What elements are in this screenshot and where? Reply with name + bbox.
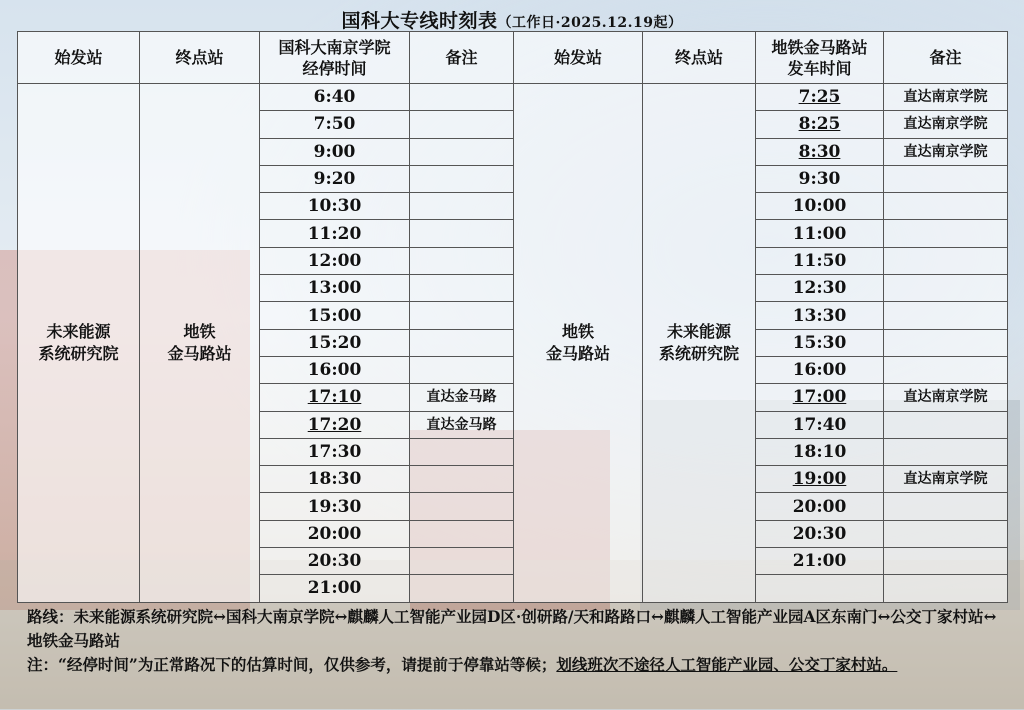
left-trip-time: 17:10: [260, 384, 410, 411]
left-trip-note: 直达金马路: [410, 411, 514, 438]
right-trip-time: 17:40: [756, 411, 884, 438]
header-left-time-line1: 国科大南京学院: [278, 37, 391, 57]
right-trip-time: 8:25: [756, 111, 884, 138]
left-end-line1: 地铁: [183, 321, 216, 341]
right-trip-note: [884, 329, 1008, 356]
right-trip-time: 11:50: [756, 247, 884, 274]
right-trip-time: 18:10: [756, 438, 884, 465]
right-trip-time: 8:30: [756, 138, 884, 165]
page-title: [0, 6, 1024, 33]
left-trip-note: [410, 329, 514, 356]
right-trip-note: [884, 493, 1008, 520]
table-row: [18, 84, 1008, 111]
left-trip-time: 6:40: [260, 84, 410, 111]
right-end-station: [643, 84, 756, 603]
timetable: [17, 31, 1008, 603]
right-trip-note: [884, 356, 1008, 383]
right-trip-note: 直达南京学院: [884, 138, 1008, 165]
header-right-end: 终点站: [643, 32, 756, 84]
right-trip-note: 直达南京学院: [884, 466, 1008, 493]
left-trip-time: 16:00: [260, 356, 410, 383]
left-trip-note: [410, 111, 514, 138]
right-trip-note: [884, 302, 1008, 329]
left-trip-time: 15:00: [260, 302, 410, 329]
right-trip-note: [884, 193, 1008, 220]
left-trip-note: [410, 193, 514, 220]
right-trip-note: [884, 275, 1008, 302]
left-trip-time: 21:00: [260, 575, 410, 602]
left-trip-time: 20:00: [260, 520, 410, 547]
right-trip-time: 7:25: [756, 84, 884, 111]
left-trip-time: 11:20: [260, 220, 410, 247]
left-trip-note: [410, 165, 514, 192]
header-left-start: 始发站: [18, 32, 140, 84]
left-trip-note: [410, 520, 514, 547]
left-trip-time: 9:20: [260, 165, 410, 192]
right-trip-time: 19:00: [756, 466, 884, 493]
left-trip-time: 17:20: [260, 411, 410, 438]
right-end-line2: 系统研究院: [658, 343, 739, 363]
right-trip-note: 直达南京学院: [884, 84, 1008, 111]
left-trip-note: [410, 493, 514, 520]
header-left-time-line2: 经停时间: [302, 58, 367, 78]
right-trip-note: 直达南京学院: [884, 111, 1008, 138]
header-left-time: [260, 32, 410, 84]
right-trip-time: 20:30: [756, 520, 884, 547]
left-trip-note: [410, 247, 514, 274]
header-right-note: 备注: [884, 32, 1008, 84]
right-trip-time: 17:00: [756, 384, 884, 411]
left-end-line2: 金马路站: [167, 343, 232, 363]
right-start-line2: 金马路站: [545, 343, 610, 363]
right-trip-time: 12:30: [756, 275, 884, 302]
header-left-note: 备注: [410, 32, 514, 84]
right-trip-time: 20:00: [756, 493, 884, 520]
right-trip-note: [884, 247, 1008, 274]
right-start-station: [514, 84, 643, 603]
right-end-line1: 未来能源: [666, 321, 731, 341]
left-trip-time: 20:30: [260, 548, 410, 575]
left-trip-note: [410, 275, 514, 302]
header-right-start: 始发站: [514, 32, 643, 84]
header-left-end: 终点站: [140, 32, 260, 84]
left-trip-time: 19:30: [260, 493, 410, 520]
left-trip-time: 18:30: [260, 466, 410, 493]
left-trip-note: [410, 466, 514, 493]
header-right-time: [756, 32, 884, 84]
right-start-line1: 地铁: [561, 321, 594, 341]
left-trip-note: 直达金马路: [410, 384, 514, 411]
right-trip-note: [884, 411, 1008, 438]
left-trip-note: [410, 84, 514, 111]
left-trip-time: 7:50: [260, 111, 410, 138]
right-trip-time: 13:30: [756, 302, 884, 329]
usage-note: [27, 653, 1007, 677]
left-trip-note: [410, 302, 514, 329]
right-trip-time: [756, 575, 884, 602]
left-trip-time: 12:00: [260, 247, 410, 274]
footer-notes: [27, 605, 1007, 677]
usage-note-text: 注：“经停时间”为正常路况下的估算时间，仅供参考，请提前于停靠站等候；: [27, 655, 557, 674]
title-sub: （工作日·2025.12.19起）: [497, 15, 683, 31]
header-right-time-line1: 地铁金马路站: [771, 37, 868, 57]
route-description: 路线：未来能源系统研究院↔国科大南京学院↔麒麟人工智能产业园D区·创研路/天和路路口↔麒麟人工智能产业园A区东南门↔公交丁家村站↔地铁金马路站: [27, 607, 997, 650]
right-trip-note: [884, 575, 1008, 602]
header-row: [18, 32, 1008, 84]
left-trip-note: [410, 438, 514, 465]
left-trip-note: [410, 575, 514, 602]
right-trip-time: 15:30: [756, 329, 884, 356]
left-end-station: [140, 84, 260, 603]
right-trip-note: 直达南京学院: [884, 384, 1008, 411]
right-trip-time: 21:00: [756, 548, 884, 575]
left-start-line2: 系统研究院: [38, 343, 119, 363]
usage-note-underlined: 划线班次不途径人工智能产业园、公交丁家村站。: [556, 655, 898, 674]
right-trip-time: 11:00: [756, 220, 884, 247]
left-trip-time: 13:00: [260, 275, 410, 302]
left-trip-note: [410, 356, 514, 383]
right-trip-time: 9:30: [756, 165, 884, 192]
title-main: 国科大专线时刻表: [341, 10, 498, 32]
left-trip-note: [410, 548, 514, 575]
left-trip-time: 15:20: [260, 329, 410, 356]
header-right-time-line2: 发车时间: [787, 58, 852, 78]
right-trip-note: [884, 220, 1008, 247]
left-trip-note: [410, 220, 514, 247]
right-trip-note: [884, 520, 1008, 547]
right-trip-note: [884, 165, 1008, 192]
right-trip-note: [884, 548, 1008, 575]
left-trip-time: 9:00: [260, 138, 410, 165]
left-trip-time: 10:30: [260, 193, 410, 220]
right-trip-time: 16:00: [756, 356, 884, 383]
left-start-station: [18, 84, 140, 603]
left-trip-time: 17:30: [260, 438, 410, 465]
right-trip-time: 10:00: [756, 193, 884, 220]
right-trip-note: [884, 438, 1008, 465]
left-start-line1: 未来能源: [46, 321, 111, 341]
left-trip-note: [410, 138, 514, 165]
